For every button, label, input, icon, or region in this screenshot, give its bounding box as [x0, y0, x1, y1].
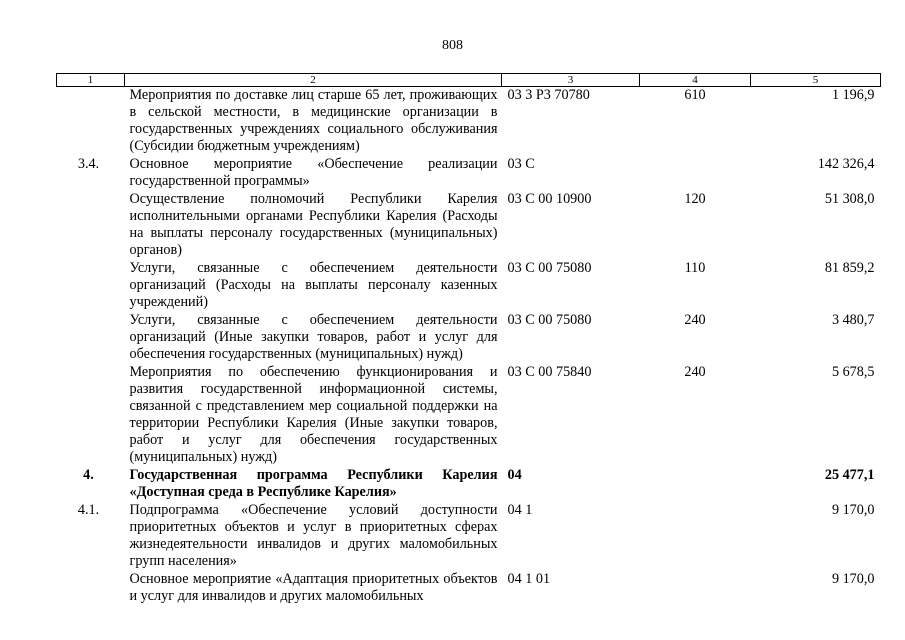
- table-row: [57, 502, 881, 571]
- table-row: [57, 312, 881, 364]
- row-amount-cell: 51 308,0: [824, 191, 875, 207]
- row-expense-type-cell: [640, 502, 751, 571]
- row-expense-type-cell: 110: [684, 260, 706, 276]
- row-code-cell: 03 С: [507, 156, 535, 172]
- row-amount-cell: 1 196,9: [831, 87, 875, 103]
- row-amount-cell: 25 477,1: [824, 467, 875, 483]
- row-number-cell: [57, 191, 125, 260]
- budget-table: [56, 73, 881, 606]
- row-name-cell: Основное мероприятие «Адаптация приоритетных объектов и услуг для инвалидов и других маломобильных: [129, 571, 498, 604]
- row-amount-cell: 142 326,4: [817, 156, 875, 172]
- row-code-cell: 03 С 00 75840: [507, 364, 592, 380]
- table-row: [57, 87, 881, 157]
- row-code-cell: 03 С 00 10900: [507, 191, 592, 207]
- column-number: 4: [640, 74, 751, 87]
- row-number-cell: 4.: [83, 467, 94, 483]
- row-name-cell: Услуги, связанные с обеспечением деятельности организаций (Иные закупки товаров, работ и услуг для обеспечения государственных (муниципальных) нужд): [129, 312, 498, 362]
- row-number-cell: 3.4.: [77, 156, 100, 172]
- row-name-cell: Мероприятия по доставке лиц старше 65 лет, проживающих в сельской местности, в медицинские организации в государственных учреждениях социального обслуживания (Субсидии бюджетным учреждениям): [129, 87, 498, 154]
- row-amount-cell: 9 170,0: [831, 502, 875, 518]
- table-row: [57, 156, 881, 191]
- row-number-cell: [57, 260, 125, 312]
- row-code-cell: 04 1 01: [507, 571, 551, 587]
- row-expense-type-cell: 240: [684, 312, 706, 328]
- row-number-cell: [57, 571, 125, 606]
- row-name-cell: Основное мероприятие «Обеспечение реализации государственной программы»: [129, 156, 498, 189]
- table-row: [57, 467, 881, 502]
- table-row: [57, 364, 881, 467]
- table-row: [57, 571, 881, 606]
- table-row: [57, 260, 881, 312]
- row-code-cell: 04: [507, 467, 522, 483]
- row-code-cell: 03 С 00 75080: [507, 312, 592, 328]
- row-number-cell: 4.1.: [77, 502, 100, 518]
- row-number-cell: [57, 87, 125, 157]
- column-number: 3: [502, 74, 640, 87]
- column-number-row: [57, 74, 881, 87]
- row-expense-type-cell: 610: [684, 87, 706, 103]
- row-expense-type-cell: 120: [684, 191, 706, 207]
- row-name-cell: Осуществление полномочий Республики Карелия исполнительными органами Республики Карелия (Расходы на выплаты персоналу государственных (муниципальных) органов): [129, 191, 498, 258]
- column-number: 1: [57, 74, 125, 87]
- row-expense-type-cell: [640, 467, 751, 502]
- column-number: 2: [125, 74, 502, 87]
- row-name-cell: Государственная программа Республики Карелия «Доступная среда в Республике Карелия»: [129, 467, 498, 500]
- row-code-cell: 03 С 00 75080: [507, 260, 592, 276]
- table-row: [57, 191, 881, 260]
- row-name-cell: Услуги, связанные с обеспечением деятельности организаций (Расходы на выплаты персоналу казенных учреждений): [129, 260, 498, 310]
- row-expense-type-cell: [640, 571, 751, 606]
- page-number: 808: [442, 38, 463, 53]
- row-code-cell: 03 3 P3 70780: [507, 87, 590, 103]
- row-amount-cell: 9 170,0: [831, 571, 875, 587]
- row-name-cell: Подпрограмма «Обеспечение условий доступности приоритетных объектов и услуг в приоритетных сферах жизнедеятельности инвалидов и других маломобильных групп населения»: [129, 502, 498, 569]
- row-amount-cell: 3 480,7: [831, 312, 875, 328]
- row-number-cell: [57, 364, 125, 467]
- row-expense-type-cell: 240: [684, 364, 706, 380]
- row-name-cell: Мероприятия по обеспечению функционирования и развития государственной информационной системы, связанной с представлением мер социальной поддержки на территории Республики Карелия (Иные закупки товаров, работ и услуг для обеспечения государственных (муниципальных) нужд): [129, 364, 498, 465]
- row-amount-cell: 81 859,2: [824, 260, 875, 276]
- row-expense-type-cell: [640, 156, 751, 191]
- column-number: 5: [751, 74, 881, 87]
- row-code-cell: 04 1: [507, 502, 533, 518]
- row-number-cell: [57, 312, 125, 364]
- row-amount-cell: 5 678,5: [831, 364, 875, 380]
